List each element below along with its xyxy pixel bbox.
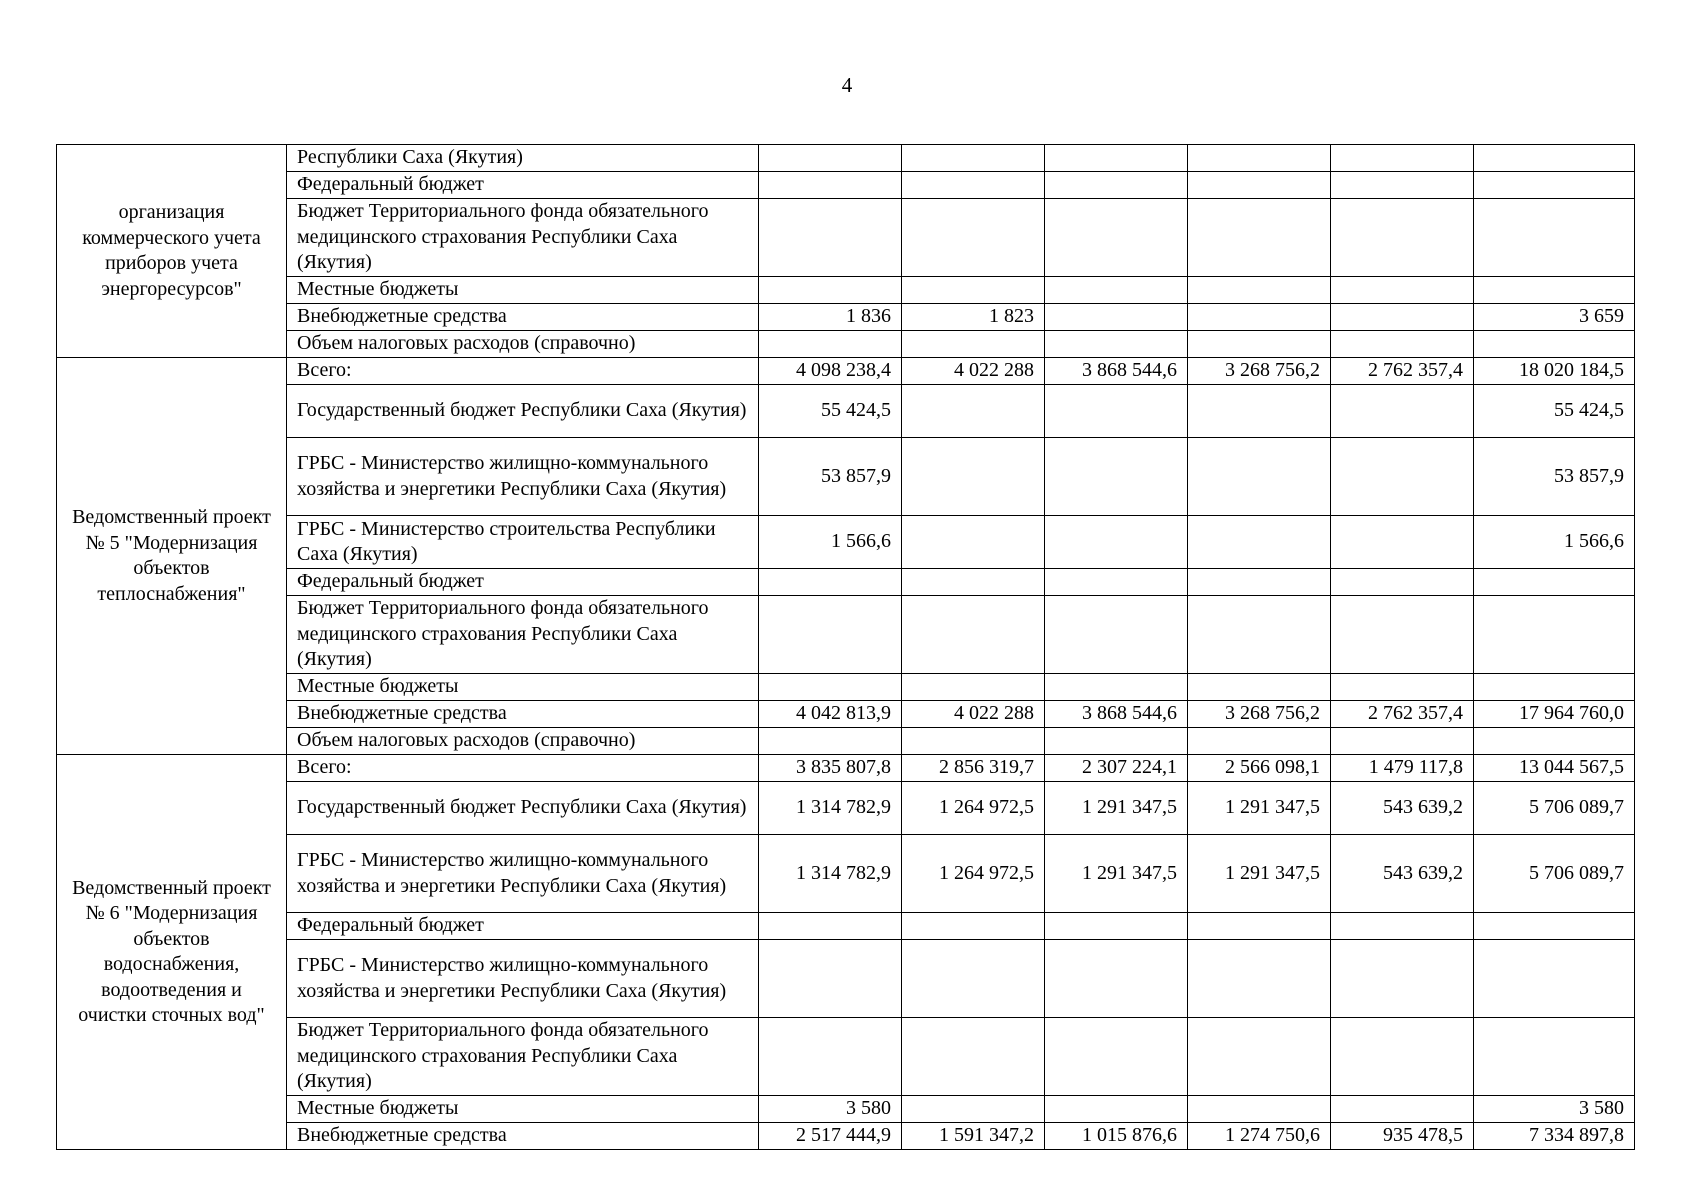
amount-cell: 3 580 — [1474, 1096, 1635, 1123]
project-name-cell: Ведомственный проект № 6 "Модернизация объектов водоснабжения, водоотведения и очистки сточных вод" — [57, 755, 287, 1150]
amount-cell — [759, 1018, 902, 1096]
amount-cell — [902, 145, 1045, 172]
amount-cell — [1045, 304, 1188, 331]
amount-cell: 1 823 — [902, 304, 1045, 331]
amount-cell — [1474, 913, 1635, 940]
amount-cell: 2 566 098,1 — [1188, 755, 1331, 782]
amount-cell — [902, 569, 1045, 596]
funding-source-cell: Объем налоговых расходов (справочно) — [287, 728, 759, 755]
amount-cell: 1 264 972,5 — [902, 835, 1045, 913]
amount-cell — [1331, 569, 1474, 596]
amount-cell — [1474, 145, 1635, 172]
amount-cell — [902, 1018, 1045, 1096]
amount-cell — [1331, 304, 1474, 331]
funding-source-cell: Бюджет Территориального фонда обязательного медицинского страхования Республики Саха (Якутия) — [287, 199, 759, 277]
page-number: 4 — [841, 73, 853, 97]
table-row — [57, 516, 1635, 569]
amount-cell — [1188, 438, 1331, 516]
amount-cell — [1331, 1096, 1474, 1123]
amount-cell — [1331, 596, 1474, 674]
funding-source-cell: Местные бюджеты — [287, 1096, 759, 1123]
amount-cell — [1045, 569, 1188, 596]
amount-cell: 1 264 972,5 — [902, 782, 1045, 835]
funding-source-cell: Внебюджетные средства — [287, 1123, 759, 1150]
amount-cell — [759, 331, 902, 358]
project-name-cell: Ведомственный проект № 5 "Модернизация объектов теплоснабжения" — [57, 358, 287, 755]
amount-cell: 1 291 347,5 — [1045, 835, 1188, 913]
amount-cell — [759, 277, 902, 304]
amount-cell — [1474, 331, 1635, 358]
table-row — [57, 913, 1635, 940]
amount-cell — [1331, 516, 1474, 569]
amount-cell — [902, 913, 1045, 940]
amount-cell — [1188, 331, 1331, 358]
amount-cell — [1331, 674, 1474, 701]
amount-cell — [902, 277, 1045, 304]
amount-cell — [759, 199, 902, 277]
table-row — [57, 438, 1635, 516]
table-row — [57, 569, 1635, 596]
amount-cell — [902, 596, 1045, 674]
amount-cell — [759, 728, 902, 755]
table-row — [57, 304, 1635, 331]
amount-cell — [1188, 913, 1331, 940]
amount-cell: 1 591 347,2 — [902, 1123, 1045, 1150]
amount-cell — [1188, 1018, 1331, 1096]
funding-source-cell: Бюджет Территориального фонда обязательного медицинского страхования Республики Саха (Якутия) — [287, 596, 759, 674]
table-row — [57, 145, 1635, 172]
amount-cell: 3 868 544,6 — [1045, 701, 1188, 728]
amount-cell: 1 314 782,9 — [759, 835, 902, 913]
amount-cell: 55 424,5 — [1474, 385, 1635, 438]
amount-cell — [1331, 1018, 1474, 1096]
amount-cell: 1 314 782,9 — [759, 782, 902, 835]
funding-source-cell: Внебюджетные средства — [287, 304, 759, 331]
amount-cell — [902, 385, 1045, 438]
table-row — [57, 331, 1635, 358]
amount-cell — [759, 596, 902, 674]
amount-cell: 1 291 347,5 — [1188, 782, 1331, 835]
amount-cell: 2 856 319,7 — [902, 755, 1045, 782]
amount-cell: 1 566,6 — [1474, 516, 1635, 569]
amount-cell: 2 517 444,9 — [759, 1123, 902, 1150]
table-row — [57, 835, 1635, 913]
amount-cell: 1 274 750,6 — [1188, 1123, 1331, 1150]
table-row — [57, 277, 1635, 304]
amount-cell — [1188, 674, 1331, 701]
funding-source-cell: Всего: — [287, 358, 759, 385]
amount-cell — [902, 199, 1045, 277]
amount-cell — [1045, 331, 1188, 358]
table-row — [57, 940, 1635, 1018]
funding-source-cell: ГРБС - Министерство жилищно-коммунального хозяйства и энергетики Республики Саха (Якутия) — [287, 835, 759, 913]
amount-cell: 3 868 544,6 — [1045, 358, 1188, 385]
funding-source-cell: Федеральный бюджет — [287, 569, 759, 596]
amount-cell — [759, 569, 902, 596]
amount-cell — [1045, 145, 1188, 172]
amount-cell — [902, 172, 1045, 199]
amount-cell: 2 762 357,4 — [1331, 701, 1474, 728]
amount-cell — [1188, 304, 1331, 331]
budget-table — [56, 144, 1635, 1150]
amount-cell — [1045, 913, 1188, 940]
amount-cell: 3 268 756,2 — [1188, 358, 1331, 385]
amount-cell — [1474, 674, 1635, 701]
table-row — [57, 358, 1635, 385]
amount-cell — [902, 940, 1045, 1018]
funding-source-cell: ГРБС - Министерство строительства Республики Саха (Якутия) — [287, 516, 759, 569]
table-row — [57, 755, 1635, 782]
amount-cell — [1045, 1096, 1188, 1123]
amount-cell — [1188, 199, 1331, 277]
amount-cell: 3 268 756,2 — [1188, 701, 1331, 728]
amount-cell — [1188, 569, 1331, 596]
amount-cell — [1188, 596, 1331, 674]
amount-cell — [759, 940, 902, 1018]
amount-cell — [759, 145, 902, 172]
table-row — [57, 1096, 1635, 1123]
amount-cell: 1 291 347,5 — [1045, 782, 1188, 835]
amount-cell — [1474, 596, 1635, 674]
amount-cell — [1331, 913, 1474, 940]
funding-source-cell: Государственный бюджет Республики Саха (Якутия) — [287, 385, 759, 438]
funding-source-cell: Внебюджетные средства — [287, 701, 759, 728]
amount-cell — [1045, 1018, 1188, 1096]
project-name-cell: организация коммерческого учета приборов учета энергоресурсов" — [57, 145, 287, 358]
amount-cell: 5 706 089,7 — [1474, 782, 1635, 835]
amount-cell — [1474, 277, 1635, 304]
amount-cell — [1331, 172, 1474, 199]
amount-cell — [1045, 277, 1188, 304]
amount-cell: 17 964 760,0 — [1474, 701, 1635, 728]
table-row — [57, 701, 1635, 728]
amount-cell — [902, 516, 1045, 569]
amount-cell: 13 044 567,5 — [1474, 755, 1635, 782]
amount-cell — [902, 728, 1045, 755]
amount-cell — [1188, 940, 1331, 1018]
amount-cell: 935 478,5 — [1331, 1123, 1474, 1150]
amount-cell: 3 659 — [1474, 304, 1635, 331]
amount-cell: 5 706 089,7 — [1474, 835, 1635, 913]
amount-cell — [1045, 596, 1188, 674]
amount-cell — [1331, 199, 1474, 277]
table-row — [57, 385, 1635, 438]
amount-cell: 3 835 807,8 — [759, 755, 902, 782]
amount-cell — [1188, 1096, 1331, 1123]
amount-cell — [1188, 172, 1331, 199]
amount-cell — [1331, 277, 1474, 304]
amount-cell: 3 580 — [759, 1096, 902, 1123]
amount-cell — [1474, 728, 1635, 755]
amount-cell — [1331, 385, 1474, 438]
amount-cell — [1188, 385, 1331, 438]
amount-cell — [902, 331, 1045, 358]
funding-source-cell: ГРБС - Министерство жилищно-коммунального хозяйства и энергетики Республики Саха (Якутия) — [287, 940, 759, 1018]
table-row — [57, 674, 1635, 701]
funding-source-cell: Местные бюджеты — [287, 277, 759, 304]
amount-cell — [1045, 385, 1188, 438]
amount-cell — [902, 674, 1045, 701]
amount-cell — [1045, 674, 1188, 701]
amount-cell — [759, 674, 902, 701]
amount-cell — [1188, 145, 1331, 172]
funding-source-cell: Федеральный бюджет — [287, 913, 759, 940]
amount-cell — [902, 438, 1045, 516]
amount-cell: 2 762 357,4 — [1331, 358, 1474, 385]
amount-cell: 4 098 238,4 — [759, 358, 902, 385]
amount-cell: 53 857,9 — [759, 438, 902, 516]
table-row — [57, 728, 1635, 755]
table-row — [57, 199, 1635, 277]
amount-cell: 2 307 224,1 — [1045, 755, 1188, 782]
amount-cell: 1 566,6 — [759, 516, 902, 569]
table-row — [57, 596, 1635, 674]
table-row — [57, 172, 1635, 199]
amount-cell: 53 857,9 — [1474, 438, 1635, 516]
funding-source-cell: Объем налоговых расходов (справочно) — [287, 331, 759, 358]
amount-cell — [1331, 940, 1474, 1018]
table-row — [57, 1018, 1635, 1096]
budget-table-body — [57, 145, 1635, 1150]
amount-cell — [1045, 516, 1188, 569]
amount-cell — [1045, 728, 1188, 755]
amount-cell: 1 479 117,8 — [1331, 755, 1474, 782]
funding-source-cell: Федеральный бюджет — [287, 172, 759, 199]
amount-cell — [1331, 728, 1474, 755]
amount-cell: 4 022 288 — [902, 358, 1045, 385]
amount-cell: 7 334 897,8 — [1474, 1123, 1635, 1150]
amount-cell — [1045, 438, 1188, 516]
amount-cell: 1 291 347,5 — [1188, 835, 1331, 913]
amount-cell — [1045, 940, 1188, 1018]
funding-source-cell: ГРБС - Министерство жилищно-коммунального хозяйства и энергетики Республики Саха (Якутия) — [287, 438, 759, 516]
amount-cell: 543 639,2 — [1331, 782, 1474, 835]
funding-source-cell: Бюджет Территориального фонда обязательного медицинского страхования Республики Саха (Якутия) — [287, 1018, 759, 1096]
amount-cell — [1188, 728, 1331, 755]
amount-cell — [1474, 1018, 1635, 1096]
amount-cell: 55 424,5 — [759, 385, 902, 438]
table-row — [57, 1123, 1635, 1150]
amount-cell — [1188, 277, 1331, 304]
amount-cell — [1474, 199, 1635, 277]
amount-cell — [1331, 331, 1474, 358]
table-row — [57, 782, 1635, 835]
amount-cell — [759, 913, 902, 940]
amount-cell: 4 042 813,9 — [759, 701, 902, 728]
amount-cell — [1331, 145, 1474, 172]
amount-cell — [759, 172, 902, 199]
funding-source-cell: Республики Саха (Якутия) — [287, 145, 759, 172]
amount-cell — [1474, 940, 1635, 1018]
funding-source-cell: Государственный бюджет Республики Саха (Якутия) — [287, 782, 759, 835]
amount-cell — [1474, 172, 1635, 199]
amount-cell — [1045, 199, 1188, 277]
funding-source-cell: Местные бюджеты — [287, 674, 759, 701]
amount-cell — [1188, 516, 1331, 569]
amount-cell: 18 020 184,5 — [1474, 358, 1635, 385]
amount-cell: 543 639,2 — [1331, 835, 1474, 913]
amount-cell — [1474, 569, 1635, 596]
amount-cell: 1 015 876,6 — [1045, 1123, 1188, 1150]
amount-cell — [1331, 438, 1474, 516]
amount-cell: 4 022 288 — [902, 701, 1045, 728]
funding-source-cell: Всего: — [287, 755, 759, 782]
amount-cell: 1 836 — [759, 304, 902, 331]
amount-cell — [1045, 172, 1188, 199]
amount-cell — [902, 1096, 1045, 1123]
